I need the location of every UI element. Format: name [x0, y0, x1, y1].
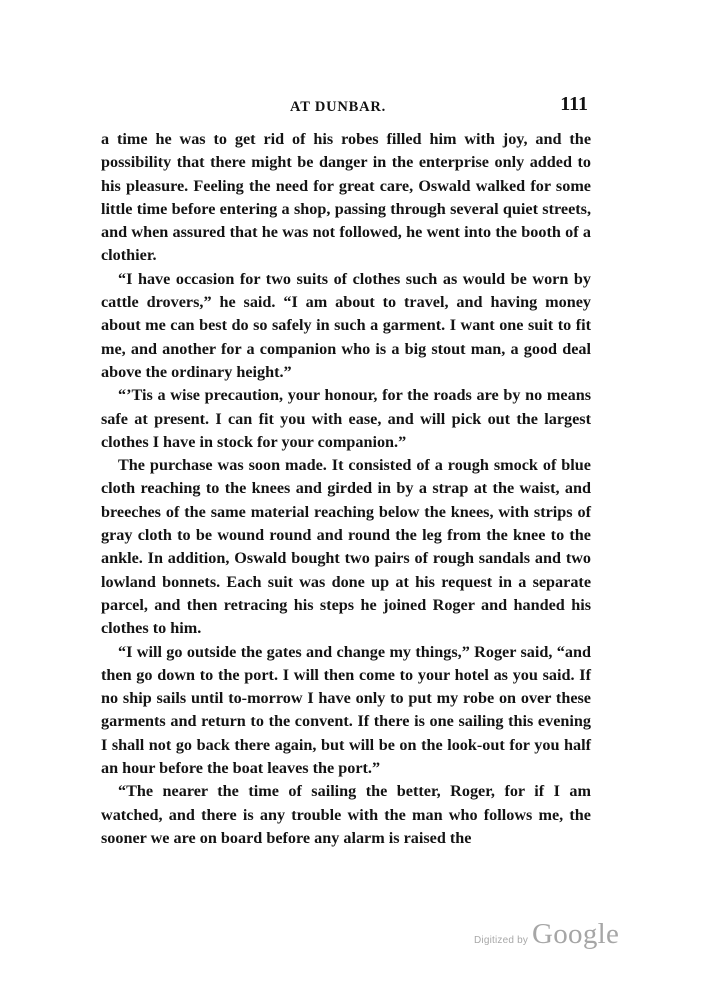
body-text: [101, 128, 591, 850]
page-number: 111: [560, 93, 588, 115]
running-head: AT DUNBAR.: [290, 99, 387, 115]
watermark-prefix: Digitized by: [474, 935, 529, 946]
paragraph-roger-plan: “I will go outside the gates and change my things,” Roger said, “and then go down to the port. I will then come to your hotel as you said. If no ship sails until to-morrow I have only to put my robe on over these garments and return to the convent. If there is one sailing this evening I shall not go back there again, but will be on the look-out for you half an hour before the boat leaves the port.”: [101, 642, 591, 778]
paragraph-continuation: a time he was to get rid of his robes filled him with joy, and the possibility that there might be danger in the enterprise only added to his pleasure. Feeling the need for great care, Oswald walked for some little time before entering a shop, passing through several quiet streets, and when assured that he was not followed, he went into the booth of a clothier.: [101, 130, 591, 265]
paragraph-oswald-request: “I have occasion for two suits of clothes such as would be worn by cattle drovers,” he said. “I am about to travel, and having money about me can best do so safely in such a garment. I want one suit to fit me, and another for a companion who is a big stout man, a good deal above the ordinary height.”: [101, 269, 591, 381]
digitized-watermark: [474, 916, 624, 952]
page-header: [102, 93, 594, 123]
google-logo: Google: [532, 918, 620, 950]
paragraph-clothier-reply: “’Tis a wise precaution, your honour, for the roads are by no means safe at present. I can fit you with ease, and will pick out the largest clothes I have in stock for your companion.”: [101, 386, 591, 451]
paragraph-sailing: “The nearer the time of sailing the better, Roger, for if I am watched, and there is any trouble with the man who follows me, the sooner we are on board before any alarm is raised the: [101, 782, 591, 847]
paragraph-purchase: The purchase was soon made. It consisted of a rough smock of blue cloth reaching to the knees and girded in by a strap at the waist, and breeches of the same material reaching below the knees, with strips of gray cloth to be wound round and round the leg from the knee to the ankle. In addition, Oswald bought two pairs of rough sandals and two lowland bonnets. Each suit was done up at his request in a separate parcel, and then retracing his steps he joined Roger and handed his clothes to him.: [101, 456, 591, 638]
